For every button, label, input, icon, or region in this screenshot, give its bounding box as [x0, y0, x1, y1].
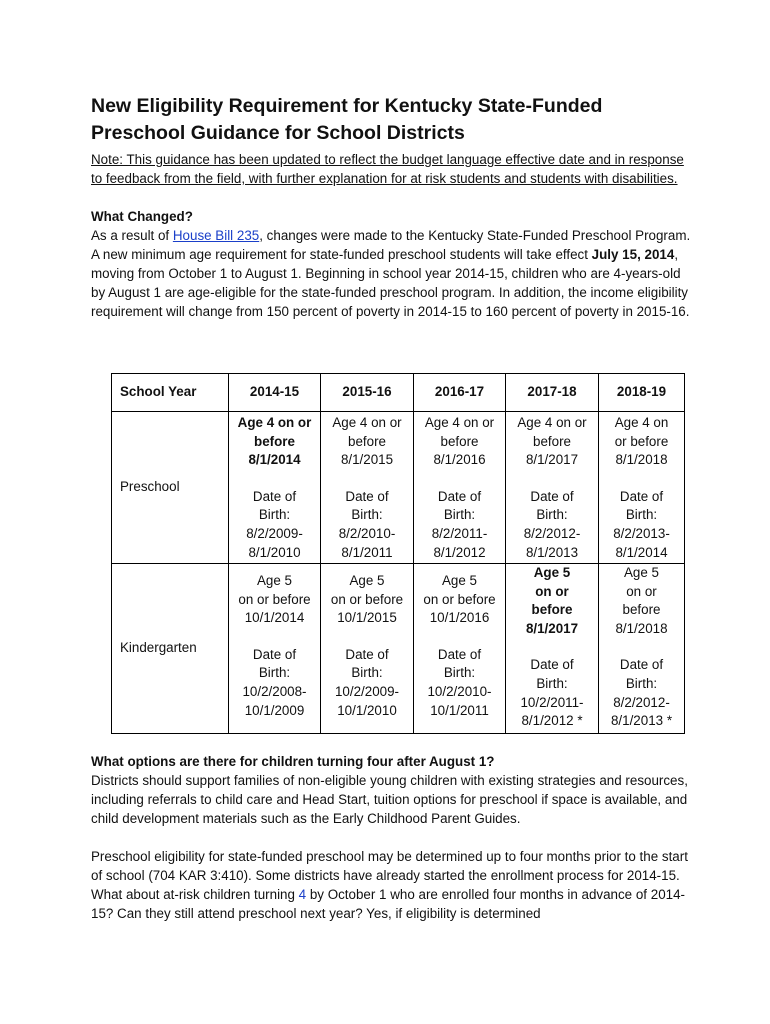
kindergarten-label: Kindergarten — [112, 564, 229, 734]
table-cell: Age 4 on or before 8/1/2016 Date of Birth: 8/2/2011- 8/1/2012 — [414, 412, 506, 564]
house-bill-link[interactable]: House Bill 235 — [172, 228, 260, 243]
document-body — [91, 93, 691, 321]
eligibility-paragraph: Preschool eligibility for state-funded preschool may be determined up to four months prior to the start of school (704 KAR 3:410). Some districts have already started the enrollment process for 2014-15. What about at-risk children turning 4 by October 1 who are enrolled four months in advance of 2014-15? Can they still attend preschool next year? Yes, if eligibility is determined — [91, 849, 688, 921]
year-header: 2018-19 — [599, 374, 685, 412]
table-cell: Age 5 on or before 10/1/2015 Date of Birth: 10/2/2009- 10/1/2010 — [321, 564, 414, 734]
table-cell: Age 4 on or before 8/1/2017 Date of Birth: 8/2/2012- 8/1/2013 — [506, 412, 599, 564]
table-cell: Age 4 on or before 8/1/2014 Date of Birth: 8/2/2009- 8/1/2010 — [229, 412, 321, 564]
year-header: 2014-15 — [229, 374, 321, 412]
preschool-row — [112, 412, 685, 564]
what-changed-heading: What Changed? — [91, 209, 193, 224]
kindergarten-row — [112, 564, 685, 734]
update-note: Note: This guidance has been updated to reflect the budget language effective date and in response to feedback from the field, with further explanation for at risk students and students with disabilities. — [91, 152, 684, 186]
title-line-1: New Eligibility Requirement for Kentucky State-Funded — [91, 95, 603, 117]
table-cell: Age 5 on or before 8/1/2017 Date of Birth: 10/2/2011- 8/1/2012 * — [506, 564, 599, 734]
year-header: 2016-17 — [414, 374, 506, 412]
eligibility-table — [111, 373, 685, 734]
document-title — [91, 93, 691, 147]
title-line-2: Preschool Guidance for School Districts — [91, 122, 465, 144]
table-cell: Age 4 on or before 8/1/2018 Date of Birth: 8/2/2013- 8/1/2014 — [599, 412, 685, 564]
table-cell: Age 4 on or before 8/1/2015 Date of Birth: 8/2/2010- 8/1/2011 — [321, 412, 414, 564]
year-header: 2017-18 — [506, 374, 599, 412]
options-heading: What options are there for children turning four after August 1? — [91, 754, 495, 769]
table-cell: Age 5 on or before 10/1/2014 Date of Birth: 10/2/2008- 10/1/2009 — [229, 564, 321, 734]
lower-section — [91, 752, 691, 923]
year-header: 2015-16 — [321, 374, 414, 412]
options-paragraph: Districts should support families of non-eligible young children with existing strategies and resources, including referrals to child care and Head Start, tuition options for preschool if space is available, and child development materials such as the Early Childhood Parent Guides. — [91, 773, 688, 826]
table-cell: Age 5 on or before 10/1/2016 Date of Birth: 10/2/2010- 10/1/2011 — [414, 564, 506, 734]
table-header-row — [112, 374, 685, 412]
preschool-label: Preschool — [112, 412, 229, 564]
what-changed-paragraph: As a result of House Bill 235, changes were made to the Kentucky State-Funded Preschool Program. A new minimum age requirement for state-funded preschool students will take effect July 15, 2014, moving from October 1 to August 1. Beginning in school year 2014-15, children who are 4-years-old by August 1 are age-eligible for the state-funded preschool program. In addition, the income eligibility requirement will change from 150 percent of poverty in 2014-15 to 160 percent of poverty in 2015-16. — [91, 228, 691, 319]
table-cell: Age 5 on or before 8/1/2018 Date of Birth: 8/2/2012- 8/1/2013 * — [599, 564, 685, 734]
effective-date: July 15, 2014 — [591, 247, 675, 262]
school-year-header: School Year — [112, 374, 229, 412]
